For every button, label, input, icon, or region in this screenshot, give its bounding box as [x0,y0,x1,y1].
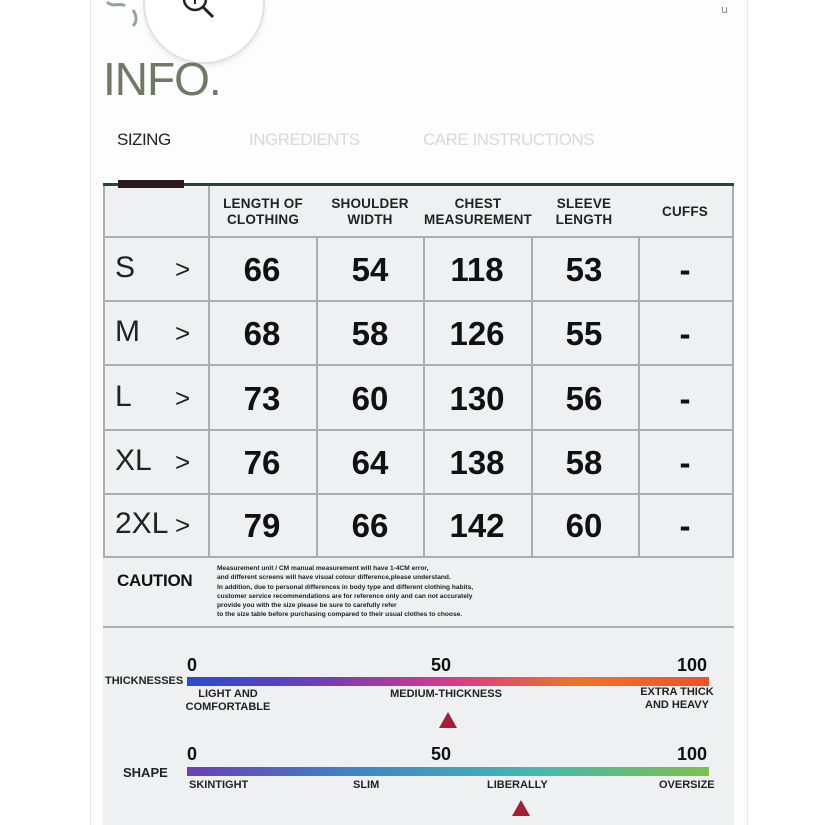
header-sleeve-length: SLEEVE LENGTH [555,196,613,227]
size-label: 2XL [115,507,169,540]
cell-shoulder: 64 [351,444,389,481]
thickness-max: 100 [677,655,708,675]
shape-tick-oversize: OVERSIZE [659,779,715,791]
product-info-panel [90,0,748,825]
shape-tick-skintight: SKINTIGHT [189,779,249,791]
thickness-low-label: LIGHT AND COMFORTABLE [185,688,271,713]
header-cuffs: CUFFS [662,204,708,219]
cell-shoulder: 58 [351,315,389,352]
cell-chest: 126 [449,315,505,352]
cell-chest: 142 [449,507,505,544]
shape-tick-liberally: LIBERALLY [487,779,548,791]
corner-mark: u [721,3,728,16]
shape-indicator [512,800,530,816]
table-column-divider [423,236,425,557]
tab-ingredients[interactable]: INGREDIENTS [249,130,360,149]
cell-length: 66 [243,251,281,288]
tab-care-instructions[interactable]: CARE INSTRUCTIONS [423,130,594,149]
size-label: L [115,380,132,413]
brand-logo-fragment [103,0,143,30]
size-label: S [115,251,136,284]
table-border [732,186,734,557]
thickness-indicator [439,712,457,728]
row-arrow: > [175,383,191,413]
cell-shoulder: 54 [351,251,389,288]
cell-cuffs: - [679,444,691,481]
header-shoulder-width: SHOULDER WIDTH [331,196,409,227]
cell-cuffs: - [679,251,691,288]
shape-tick-slim: SLIM [353,779,380,791]
cell-cuffs: - [679,380,691,417]
table-column-divider [531,236,533,557]
cell-sleeve: 58 [565,444,603,481]
shape-min: 0 [187,744,198,764]
header-length-of-clothing: LENGTH OF CLOTHING [223,196,303,227]
shape-mid: 50 [431,744,452,764]
cell-sleeve: 53 [565,251,603,288]
cell-chest: 130 [449,380,505,417]
table-border [103,186,105,557]
thickness-min: 0 [187,655,198,675]
thickness-label: THICKNESSES [105,675,184,687]
thickness-mid-label: MEDIUM-THICKNESS [390,688,502,700]
cell-cuffs: - [679,315,691,352]
shape-label: SHAPE [123,765,168,780]
size-label: M [115,315,140,348]
cell-length: 76 [243,444,281,481]
active-tab-indicator [118,180,184,188]
cell-sleeve: 56 [565,380,603,417]
cell-chest: 138 [449,444,505,481]
table-divider [103,626,734,628]
cell-sleeve: 55 [565,315,603,352]
cell-shoulder: 60 [351,380,389,417]
caution-title: CAUTION [117,571,193,590]
thickness-gradient-bar [187,677,709,686]
info-tabs [117,130,717,152]
cell-chest: 118 [450,251,504,288]
thickness-mid: 50 [431,655,452,675]
caution-text: Measurement unit / CM manual measurement will have 1-4CM error, and different screens will have visual colour difference,please understand. In addition, due to personal differences in body type and different clothing habits, customer service recommendations are for reference only and can not accurately provide you with the size please be sure to carefully refer to the size table before purchasing compared to their usual clothes to choose. [217,565,474,619]
shape-gradient-bar [187,767,709,776]
cell-length: 79 [243,507,281,544]
row-arrow: > [175,318,191,348]
row-arrow: > [175,447,191,477]
zoom-in-icon [181,0,227,26]
thickness-high-label: EXTRA THICK AND HEAVY [640,686,714,711]
shape-max: 100 [677,744,708,764]
cell-shoulder: 66 [351,507,389,544]
cell-sleeve: 60 [565,507,603,544]
tab-underline [103,183,734,186]
table-column-divider [208,186,210,557]
cell-length: 73 [243,380,281,417]
cell-length: 68 [243,315,281,352]
size-label: XL [115,444,152,477]
table-column-divider [316,236,318,557]
row-arrow: > [175,510,191,540]
header-chest-measurement: CHEST MEASUREMENT [424,196,532,227]
tab-sizing[interactable]: SIZING [117,130,171,149]
cell-cuffs: - [679,507,691,544]
page-title: INFO. [103,53,221,105]
row-arrow: > [175,254,191,284]
